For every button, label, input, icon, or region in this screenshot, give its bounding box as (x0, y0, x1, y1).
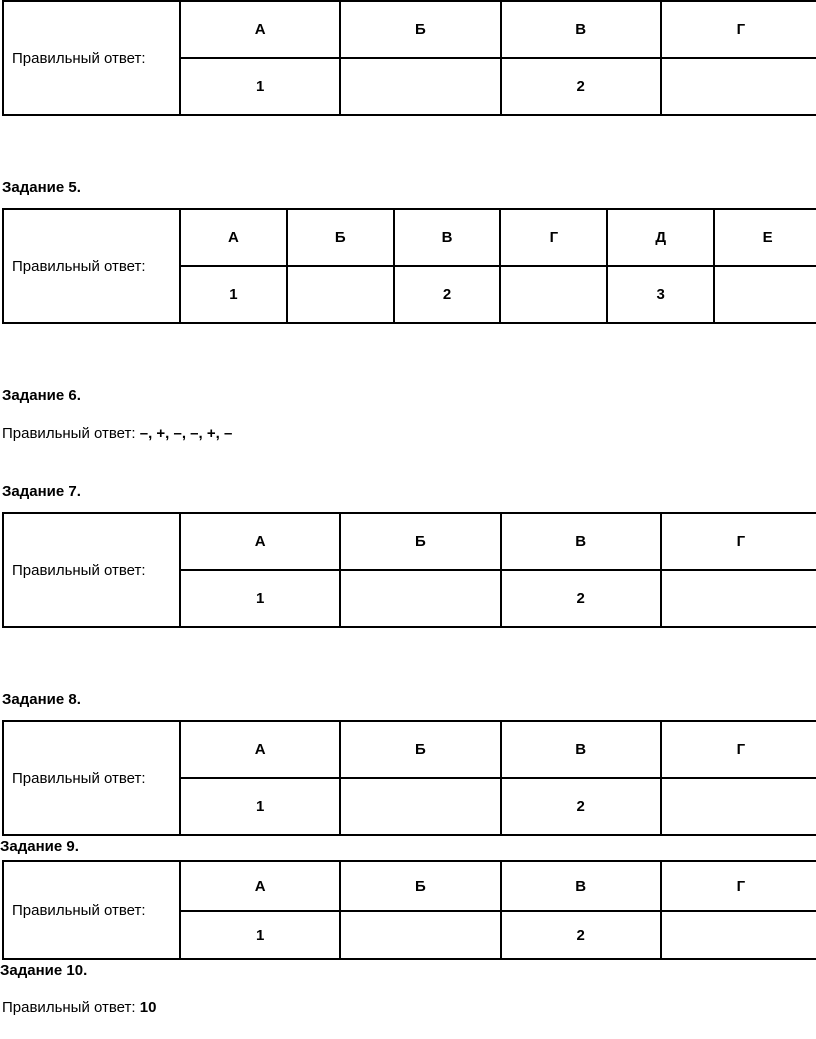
answer-cell: 2 (501, 778, 661, 835)
task-5-title: Задание 5. (2, 179, 81, 196)
answer-cell: 1 (180, 778, 340, 835)
header-cell: В (501, 1, 661, 58)
answer-cell: 1 (180, 58, 340, 115)
answer-cell: 2 (501, 570, 661, 627)
answer-cell (661, 570, 816, 627)
answer-cell (287, 266, 394, 323)
answer-table-task-5 (2, 208, 816, 324)
answer-cell: 2 (501, 911, 661, 959)
header-cell: А (180, 1, 340, 58)
answer-table-task-9 (2, 860, 816, 960)
task-6-answer-line (2, 425, 232, 442)
answer-cell: 1 (180, 570, 340, 627)
task-6-title: Задание 6. (2, 387, 81, 404)
answer-cell (714, 266, 816, 323)
answer-cell: 1 (180, 911, 340, 959)
header-cell: Б (340, 721, 500, 778)
header-cell: В (501, 513, 661, 570)
header-cell: Г (661, 861, 816, 911)
answer-cell (340, 911, 500, 959)
answer-cell (340, 778, 500, 835)
answer-cell: 1 (180, 266, 287, 323)
task-10-answer-value: 10 (139, 999, 157, 1016)
answer-label: Правильный ответ: (3, 209, 180, 323)
answer-cell: 2 (501, 58, 661, 115)
answer-cell (500, 266, 607, 323)
answer-cell: 2 (394, 266, 501, 323)
task-8-title: Задание 8. (2, 691, 81, 708)
task-6-answer-value: –, +, –, –, +, – (139, 425, 233, 442)
answer-table-task-7 (2, 512, 816, 628)
header-cell: Д (607, 209, 714, 266)
header-cell: Б (340, 513, 500, 570)
answer-label: Правильный ответ: (3, 721, 180, 835)
answer-cell (661, 778, 816, 835)
header-cell: Б (340, 1, 500, 58)
header-cell: А (180, 209, 287, 266)
answer-label: Правильный ответ: (3, 513, 180, 627)
answer-cell (340, 570, 500, 627)
task-7-title: Задание 7. (2, 483, 81, 500)
header-cell: Г (661, 1, 816, 58)
header-cell: Г (661, 721, 816, 778)
header-cell: Е (714, 209, 816, 266)
answer-cell (340, 58, 500, 115)
answer-label: Правильный ответ: (2, 999, 136, 1016)
answer-cell (661, 911, 816, 959)
task-9-title: Задание 9. (0, 838, 79, 855)
answer-table-task-8 (2, 720, 816, 836)
answer-table-task-4 (2, 0, 816, 116)
header-cell: В (501, 861, 661, 911)
answer-cell (661, 58, 816, 115)
header-cell: Б (287, 209, 394, 266)
answer-label: Правильный ответ: (3, 1, 180, 115)
header-cell: А (180, 721, 340, 778)
header-cell: Г (500, 209, 607, 266)
header-cell: В (394, 209, 501, 266)
task-10-answer-line (2, 999, 156, 1016)
header-cell: А (180, 513, 340, 570)
answer-cell: 3 (607, 266, 714, 323)
answer-label: Правильный ответ: (2, 425, 136, 442)
answer-label: Правильный ответ: (3, 861, 180, 959)
header-cell: Г (661, 513, 816, 570)
header-cell: В (501, 721, 661, 778)
header-cell: Б (340, 861, 500, 911)
task-10-title: Задание 10. (0, 962, 88, 979)
header-cell: А (180, 861, 340, 911)
